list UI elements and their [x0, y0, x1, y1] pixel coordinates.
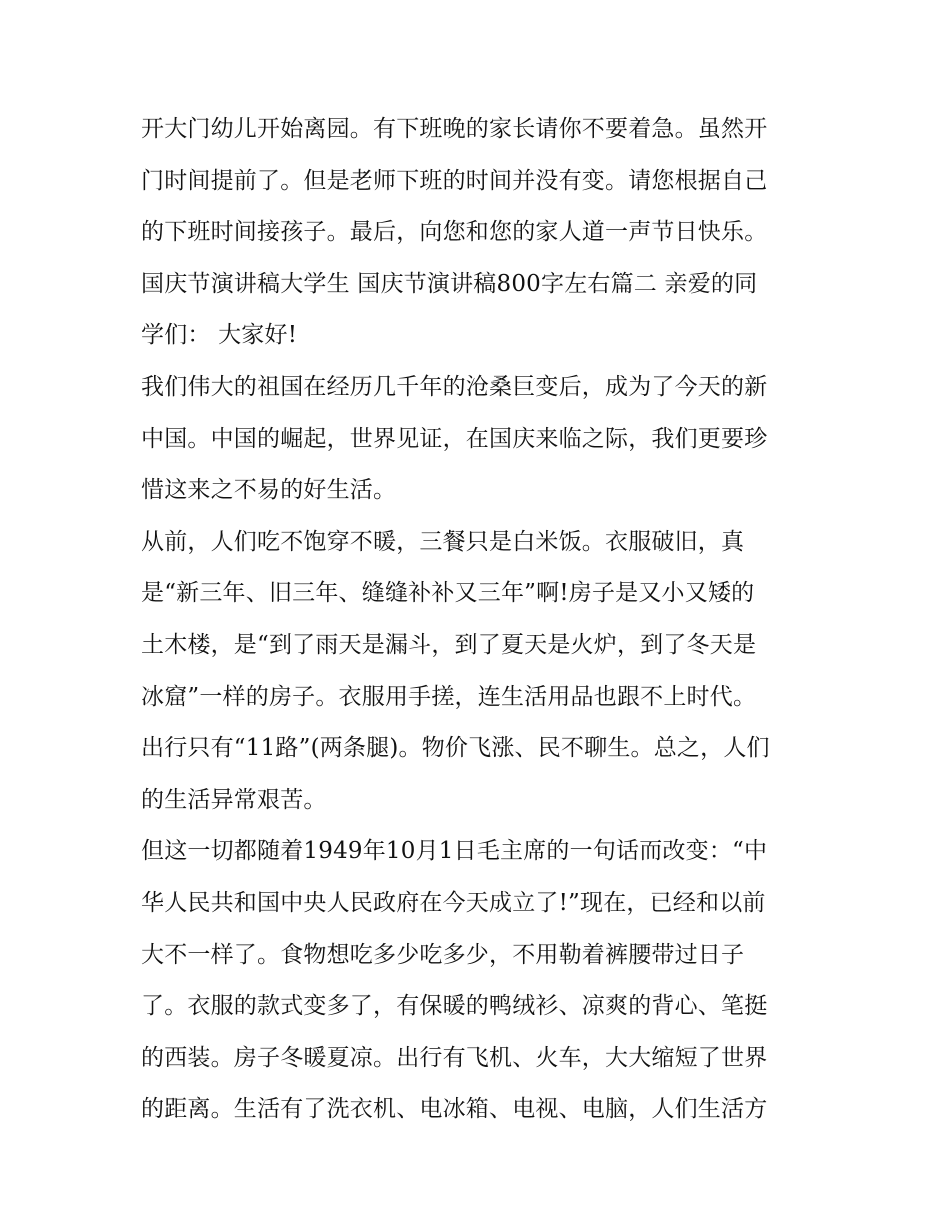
text-line: 土木楼，是“到了雨天是漏斗，到了夏天是火炉，到了冬天是: [141, 631, 757, 658]
text-line: 出行只有“11路”(两条腿)。物价飞涨、民不聊生。总之，人们: [141, 735, 770, 762]
text-line: 门时间提前了。但是老师下班的时间并没有变。请您根据自己: [141, 167, 768, 194]
text-line: 但这一切都随着1949年10月1日毛主席的一句话而改变：“中: [141, 838, 768, 865]
text-line: 了。衣服的款式变多了，有保暖的鸭绒衫、凉爽的背心、笔挺: [141, 993, 768, 1020]
text-line: 从前，人们吃不饱穿不暖，三餐只是白米饭。衣服破旧，真: [141, 528, 745, 555]
text-line: 国庆节演讲稿大学生 国庆节演讲稿800字左右篇二 亲爱的同: [141, 270, 758, 297]
text-line: 的生活异常艰苦。: [141, 786, 327, 813]
text-line: 的下班时间接孩子。最后，向您和您的家人道一声节日快乐。: [141, 219, 768, 246]
text-line: 大不一样了。食物想吃多少吃多少，不用勒着裤腰带过日子: [141, 941, 745, 968]
text-line: 华人民共和国中央人民政府在今天成立了!”现在，已经和以前: [141, 889, 766, 916]
text-line: 学们： 大家好!: [141, 322, 298, 349]
text-line: 我们伟大的祖国在经历几千年的沧桑巨变后，成为了今天的新: [141, 373, 768, 400]
text-line: 惜这来之不易的好生活。: [141, 477, 397, 504]
text-line: 的距离。生活有了洗衣机、电冰箱、电视、电脑，人们生活方: [141, 1096, 768, 1123]
text-line: 冰窟”一样的房子。衣服用手搓，连生活用品也跟不上时代。: [141, 683, 757, 710]
text-line: 开大门幼儿开始离园。有下班晚的家长请你不要着急。虽然开: [141, 116, 768, 142]
text-line: 的西装。房子冬暖夏凉。出行有飞机、火车，大大缩短了世界: [141, 1044, 768, 1071]
text-line: 中国。中国的崛起，世界见证，在国庆来临之际，我们更要珍: [141, 425, 768, 452]
document-body: [141, 104, 821, 1136]
text-line: 是“新三年、旧三年、缝缝补补又三年”啊!房子是又小又矮的: [141, 580, 755, 607]
